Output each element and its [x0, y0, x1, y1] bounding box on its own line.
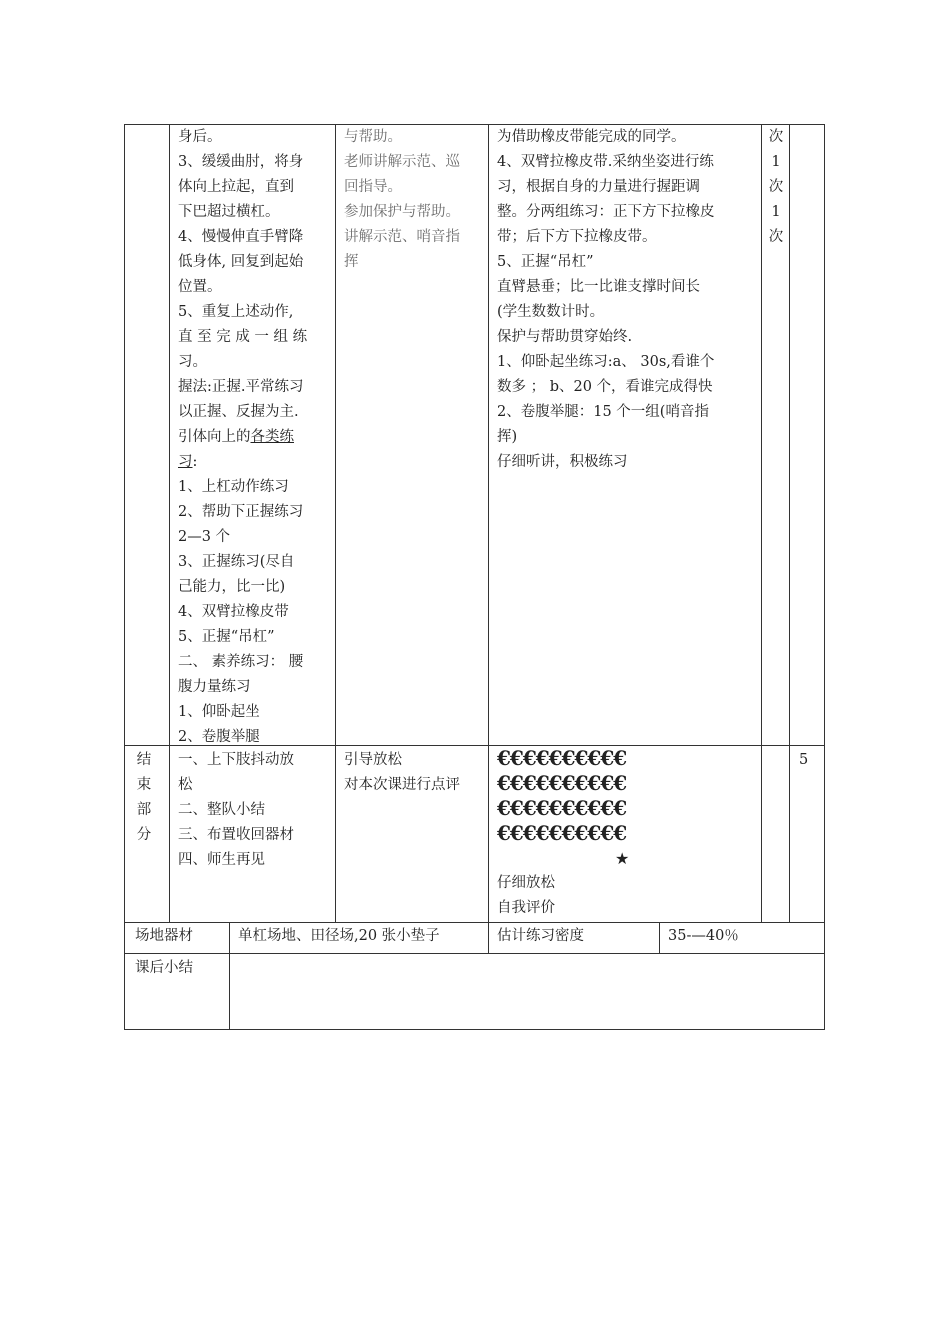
content-line: 四、师生再见 [178, 852, 265, 868]
label-char: 部 [136, 802, 152, 818]
content-line: 位置。 [178, 279, 222, 295]
content-text: : [192, 454, 198, 470]
content-line: 1、仰卧起坐 [178, 704, 260, 720]
end-time-cell [799, 748, 808, 773]
count-line: 次 [768, 179, 784, 195]
student-line: 直臂悬垂；比一比谁支撑时间长 [497, 279, 700, 295]
col-divider-equip-label [229, 922, 230, 1030]
teacher-line: 讲解示范、哨音指 [344, 229, 460, 245]
content-line: 握法:正握.平常练习 [178, 379, 304, 395]
content-line: 直 至 完 成 一 组 练 [178, 329, 308, 345]
content-line: 身后。 [178, 129, 222, 145]
student-line: 习，根据自身的力量进行握距调 [497, 179, 700, 195]
student-line: 仔细放松 [497, 875, 555, 891]
density-value: 35-—40％ [668, 928, 739, 944]
content-line: 4、慢慢伸直手臂降 [178, 229, 304, 245]
count-line: 1 [771, 204, 781, 220]
content-line: 习。 [178, 354, 207, 370]
content-line: 下巴超过横杠。 [178, 204, 280, 220]
content-line: 3、缓缓曲肘，将身 [178, 154, 304, 170]
teacher-line: 引导放松 [344, 752, 402, 768]
content-line: 1、上杠动作练习 [178, 479, 289, 495]
formation-row: €€€€€€€€€€ [497, 821, 627, 845]
content-line: 2—3 个 [178, 529, 231, 545]
content-line: 低身体, 回复到起始 [178, 254, 304, 270]
count-line: 1 [771, 154, 781, 170]
content-line [178, 425, 330, 450]
time-value: 5 [799, 752, 809, 768]
student-line: 带；后下方下拉橡皮带。 [497, 229, 657, 245]
underlined-text: 各类练 [250, 429, 294, 445]
content-line: 2、卷腹举腿 [178, 729, 260, 745]
label-char: 结 [136, 752, 152, 768]
teacher-line: 挥 [344, 254, 359, 270]
equipment-value: 单杠场地、田径场,20 张小垫子 [238, 928, 440, 944]
content-line [178, 450, 330, 475]
count-line: 次 [768, 129, 784, 145]
table-border-left [124, 124, 125, 1030]
content-line: 三、布置收回器材 [178, 827, 294, 843]
content-line: 以正握、反握为主. [178, 404, 299, 420]
student-line: 为借助橡皮带能完成的同学。 [497, 129, 686, 145]
col-divider-3 [488, 124, 489, 954]
top-content-cell [178, 125, 330, 750]
content-text: 引体向上的 [178, 429, 251, 445]
col-divider-2 [335, 124, 336, 922]
teacher-line: 老师讲解示范、巡 [344, 154, 460, 170]
teacher-line: 回指导。 [344, 179, 402, 195]
teacher-line: 与帮助。 [344, 129, 402, 145]
teacher-line: 参加保护与帮助。 [344, 204, 460, 220]
col-divider-4 [761, 124, 762, 922]
label-char: 分 [136, 827, 152, 843]
content-line: 3、正握练习(尽自 [178, 554, 295, 570]
student-line: 仔细听讲，积极练习 [497, 454, 628, 470]
content-line: 二、 素养练习： 腰 [178, 654, 304, 670]
content-line: 松 [178, 777, 193, 793]
end-teacher-cell [344, 748, 484, 798]
col-divider-density-value [659, 922, 660, 954]
formation-row: €€€€€€€€€€ [497, 796, 627, 820]
equipment-label: 场地器材 [135, 928, 193, 944]
student-line: 2、卷腹举腿：15 个一组(哨音指 [497, 404, 709, 420]
student-line: 自我评价 [497, 900, 555, 916]
teacher-line: 对本次课进行点评 [344, 777, 460, 793]
content-line: 一、上下肢抖动放 [178, 752, 294, 768]
end-student-cell [497, 746, 757, 921]
formation-row: €€€€€€€€€€ [497, 771, 627, 795]
student-line: 4、双臂拉橡皮带.采纳坐姿进行练 [497, 154, 714, 170]
summary-label: 课后小结 [135, 960, 193, 976]
content-line: 4、双臂拉橡皮带 [178, 604, 289, 620]
underlined-text: 习 [178, 454, 193, 470]
student-line: 保护与帮助贯穿始终. [497, 329, 633, 345]
top-teacher-cell [344, 125, 484, 275]
count-line: 次 [768, 229, 784, 245]
content-line: 二、整队小结 [178, 802, 265, 818]
teacher-star-icon: ★ [615, 849, 630, 868]
col-divider-1 [169, 124, 170, 922]
student-line: 挥) [497, 429, 518, 445]
col-divider-5 [789, 124, 790, 922]
label-char: 束 [136, 777, 152, 793]
content-line: 腹力量练习 [178, 679, 251, 695]
student-line: 整。分两组练习：正下方下拉橡皮 [497, 204, 715, 220]
content-line: 2、帮助下正握练习 [178, 504, 304, 520]
top-count-cell [763, 125, 789, 250]
student-line: 1、仰卧起坐练习:a、 30s,看谁个 [497, 354, 715, 370]
density-label: 估计练习密度 [497, 928, 584, 944]
content-line: 己能力，比一比) [178, 579, 286, 595]
top-student-cell [497, 125, 757, 475]
student-line: (学生数数计时。 [497, 304, 605, 320]
formation-row: €€€€€€€€€€ [497, 746, 627, 770]
student-line: 5、正握“吊杠” [497, 254, 594, 270]
end-content-cell [178, 748, 330, 873]
end-section-label [131, 748, 157, 848]
table-border-right [824, 124, 825, 1030]
content-line: 体向上拉起，直到 [178, 179, 294, 195]
student-line: 数多 ； b、20 个，看谁完成得快 [497, 379, 713, 395]
content-line: 5、正握“吊杠” [178, 629, 275, 645]
content-line: 5、重复上述动作, [178, 304, 294, 320]
